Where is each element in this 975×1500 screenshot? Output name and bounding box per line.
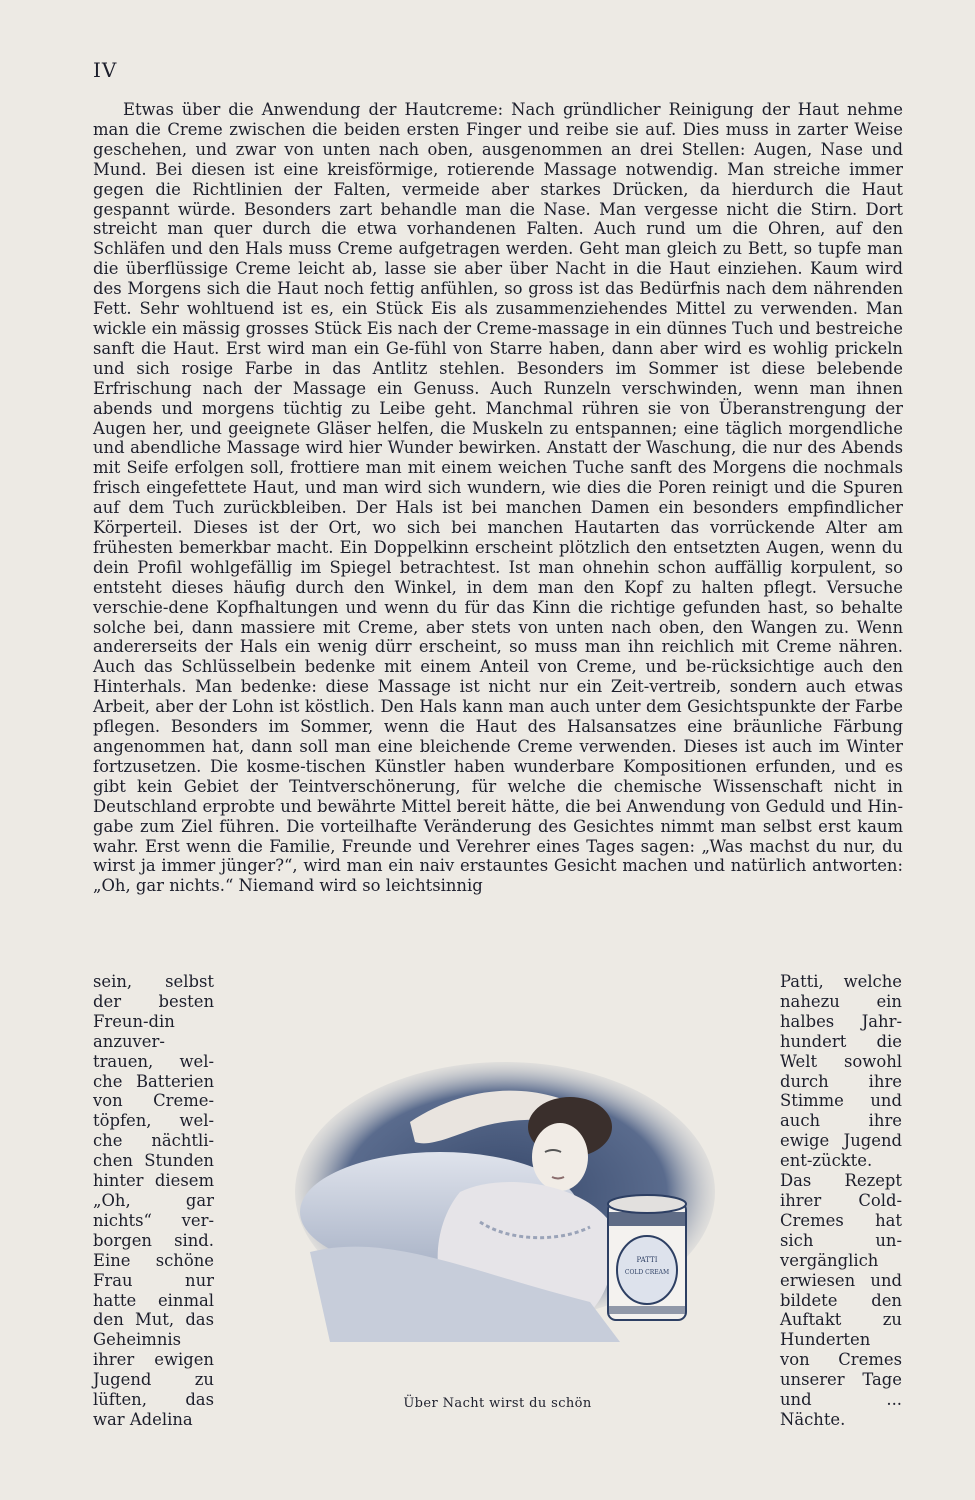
- jar-label-middle: COLD CREAM: [624, 1269, 670, 1276]
- illustration-photo: [290, 1052, 720, 1342]
- face-shape: [532, 1123, 588, 1191]
- page-number: IV: [93, 58, 118, 82]
- figure-caption: Über Nacht wirst du schön: [403, 1396, 592, 1411]
- right-column-text: Patti, welche nahezu ein halbes Jahr-hundert die Welt sowohl durch ihre Stimme und auch ihre ewige Jugend ent-zückte. Das Rezept ihrer Cold-Cremes hat sich un-vergänglich erwiesen und bildete den Auftakt zu Hunderten von Cremes unserer Tage und ... Nächte.: [780, 972, 902, 1429]
- jar-label-top: PATTI: [636, 1256, 658, 1264]
- left-column-text: sein, selbst der besten Freun-din anzuver-trauen, wel-che Batterien von Creme-töpfen, wel-che nächtli-chen Stunden hinter diesem „Oh, gar nichts“ ver-borgen sind. Eine schöne Frau nur hatte einmal den Mut, das Geheimnis ihrer ewigen Jugend zu lüften, das war Adelina: [93, 972, 214, 1429]
- cream-jar: [608, 1195, 686, 1320]
- article-body: Etwas über die Anwendung der Hautcreme: Nach gründlicher Reinigung der Haut nehme man die Creme zwischen die beiden ersten Finger und reibe sie auf. Dies muss in zarter Weise geschehen, und zwar von unten nach oben, ausgenommen an drei Stellen: Augen, Nase und Mund. Bei diesen ist eine kreisförmige, rotierende Massage notwendig. Man streiche immer gegen die Richtlinien der Falten, vermeide aber starkes Drücken, da hierdurch die Haut gespannt würde. Besonders zart behandle man die Nase. Man vergesse nicht die Stirn. Dort streicht man quer durch die etwa vorhandenen Falten. Auch rund um die Ohren, auf den Schläfen und den Hals muss Creme aufgetragen werden. Geht man gleich zu Bett, so tupfe man die überflüssige Creme leicht ab, lasse sie aber über Nacht in die Haut einziehen. Kaum wird des Morgens sich die Haut noch fettig anfühlen, so gross ist das Bedürfnis nach dem nährenden Fett. Sehr wohltuend ist es, ein Stück Eis als zusammenziehendes Mittel zu verwenden. Man wickle ein mässig grosses Stück Eis nach der Creme-massage in ein dünnes Tuch und bestreiche sanft die Haut. Erst wird man ein Ge-fühl von Starre haben, dann aber wird es wohlig prickeln und sich rosige Farbe in das Antlitz stehlen. Besonders im Sommer ist diese belebende Erfrischung nach der Massage ein Genuss. Auch Runzeln verschwinden, wenn man ihnen abends und morgens tüchtig zu Leibe geht. Manchmal rühren sie von Überanstrengung der Augen her, und geeignete Gläser helfen, die Muskeln zu entspannen; eine täglich morgendliche und abendliche Massage wird hier Wunder bewirken. Anstatt der Waschung, die nur des Abends mit Seife erfolgen soll, frottiere man mit einem weichen Tuche sanft des Morgens die nochmals frisch eingefettete Haut, und man wird sich wundern, wie dies die Poren reinigt und die Spuren auf dem Tuch zurückbleiben. Der Hals ist bei manchen Damen ein besonders empfindlicher Körperteil. Dieses ist der Ort, wo sich bei manchen Hautarten das vorrückende Alter am frühesten bemerkbar macht. Ein Doppelkinn erscheint plötzlich den entsetzten Augen, wenn du dein Profil wohlgefällig im Spiegel betrachtest. Ist man ohnehin schon auffällig korpulent, so entsteht dieses häufig durch den Winkel, in dem man den Kopf zu halten pflegt. Versuche verschie-dene Kopfhaltungen und wenn du für das Kinn die richtige gefunden hast, so behalte solche bei, dann massiere mit Creme, aber stets von unten nach oben, den Wangen zu. Wenn andererseits der Hals ein wenig dürr erscheint, so muss man ihn reichlich mit Creme nähren. Auch das Schlüsselbein bedenke mit einem Anteil von Creme, und be-rücksichtige auch den Hinterhals. Man bedenke: diese Massage ist nicht nur ein Zeit-vertreib, sondern auch etwas Arbeit, aber der Lohn ist köstlich. Den Hals kann man auch unter dem Gesichtspunkte der Farbe pflegen. Besonders im Sommer, wenn die Haut des Halsansatzes eine bräunliche Färbung angenommen hat, dann soll man eine bleichende Creme verwenden. Dieses ist auch im Winter fortzusetzen. Die kosme-tischen Künstler haben wunderbare Kompositionen erfunden, und es gibt kein Gebiet der Teintverschönerung, für welche die chemische Wissenschaft nicht in Deutschland erprobte und bewährte Mittel bereit hätte, die bei Anwendung von Geduld und Hin-gabe zum Ziel führen. Die vorteilhafte Veränderung des Gesichtes nimmt man selbst erst kaum wahr. Erst wenn die Familie, Freunde und Verehrer eines Tages sagen: „Was machst du nur, du wirst ja immer jünger?“, wird man ein naiv erstauntes Gesicht machen und natürlich antworten: „Oh, gar nichts.“ Niemand wird so leichtsinnig: [93, 100, 903, 896]
